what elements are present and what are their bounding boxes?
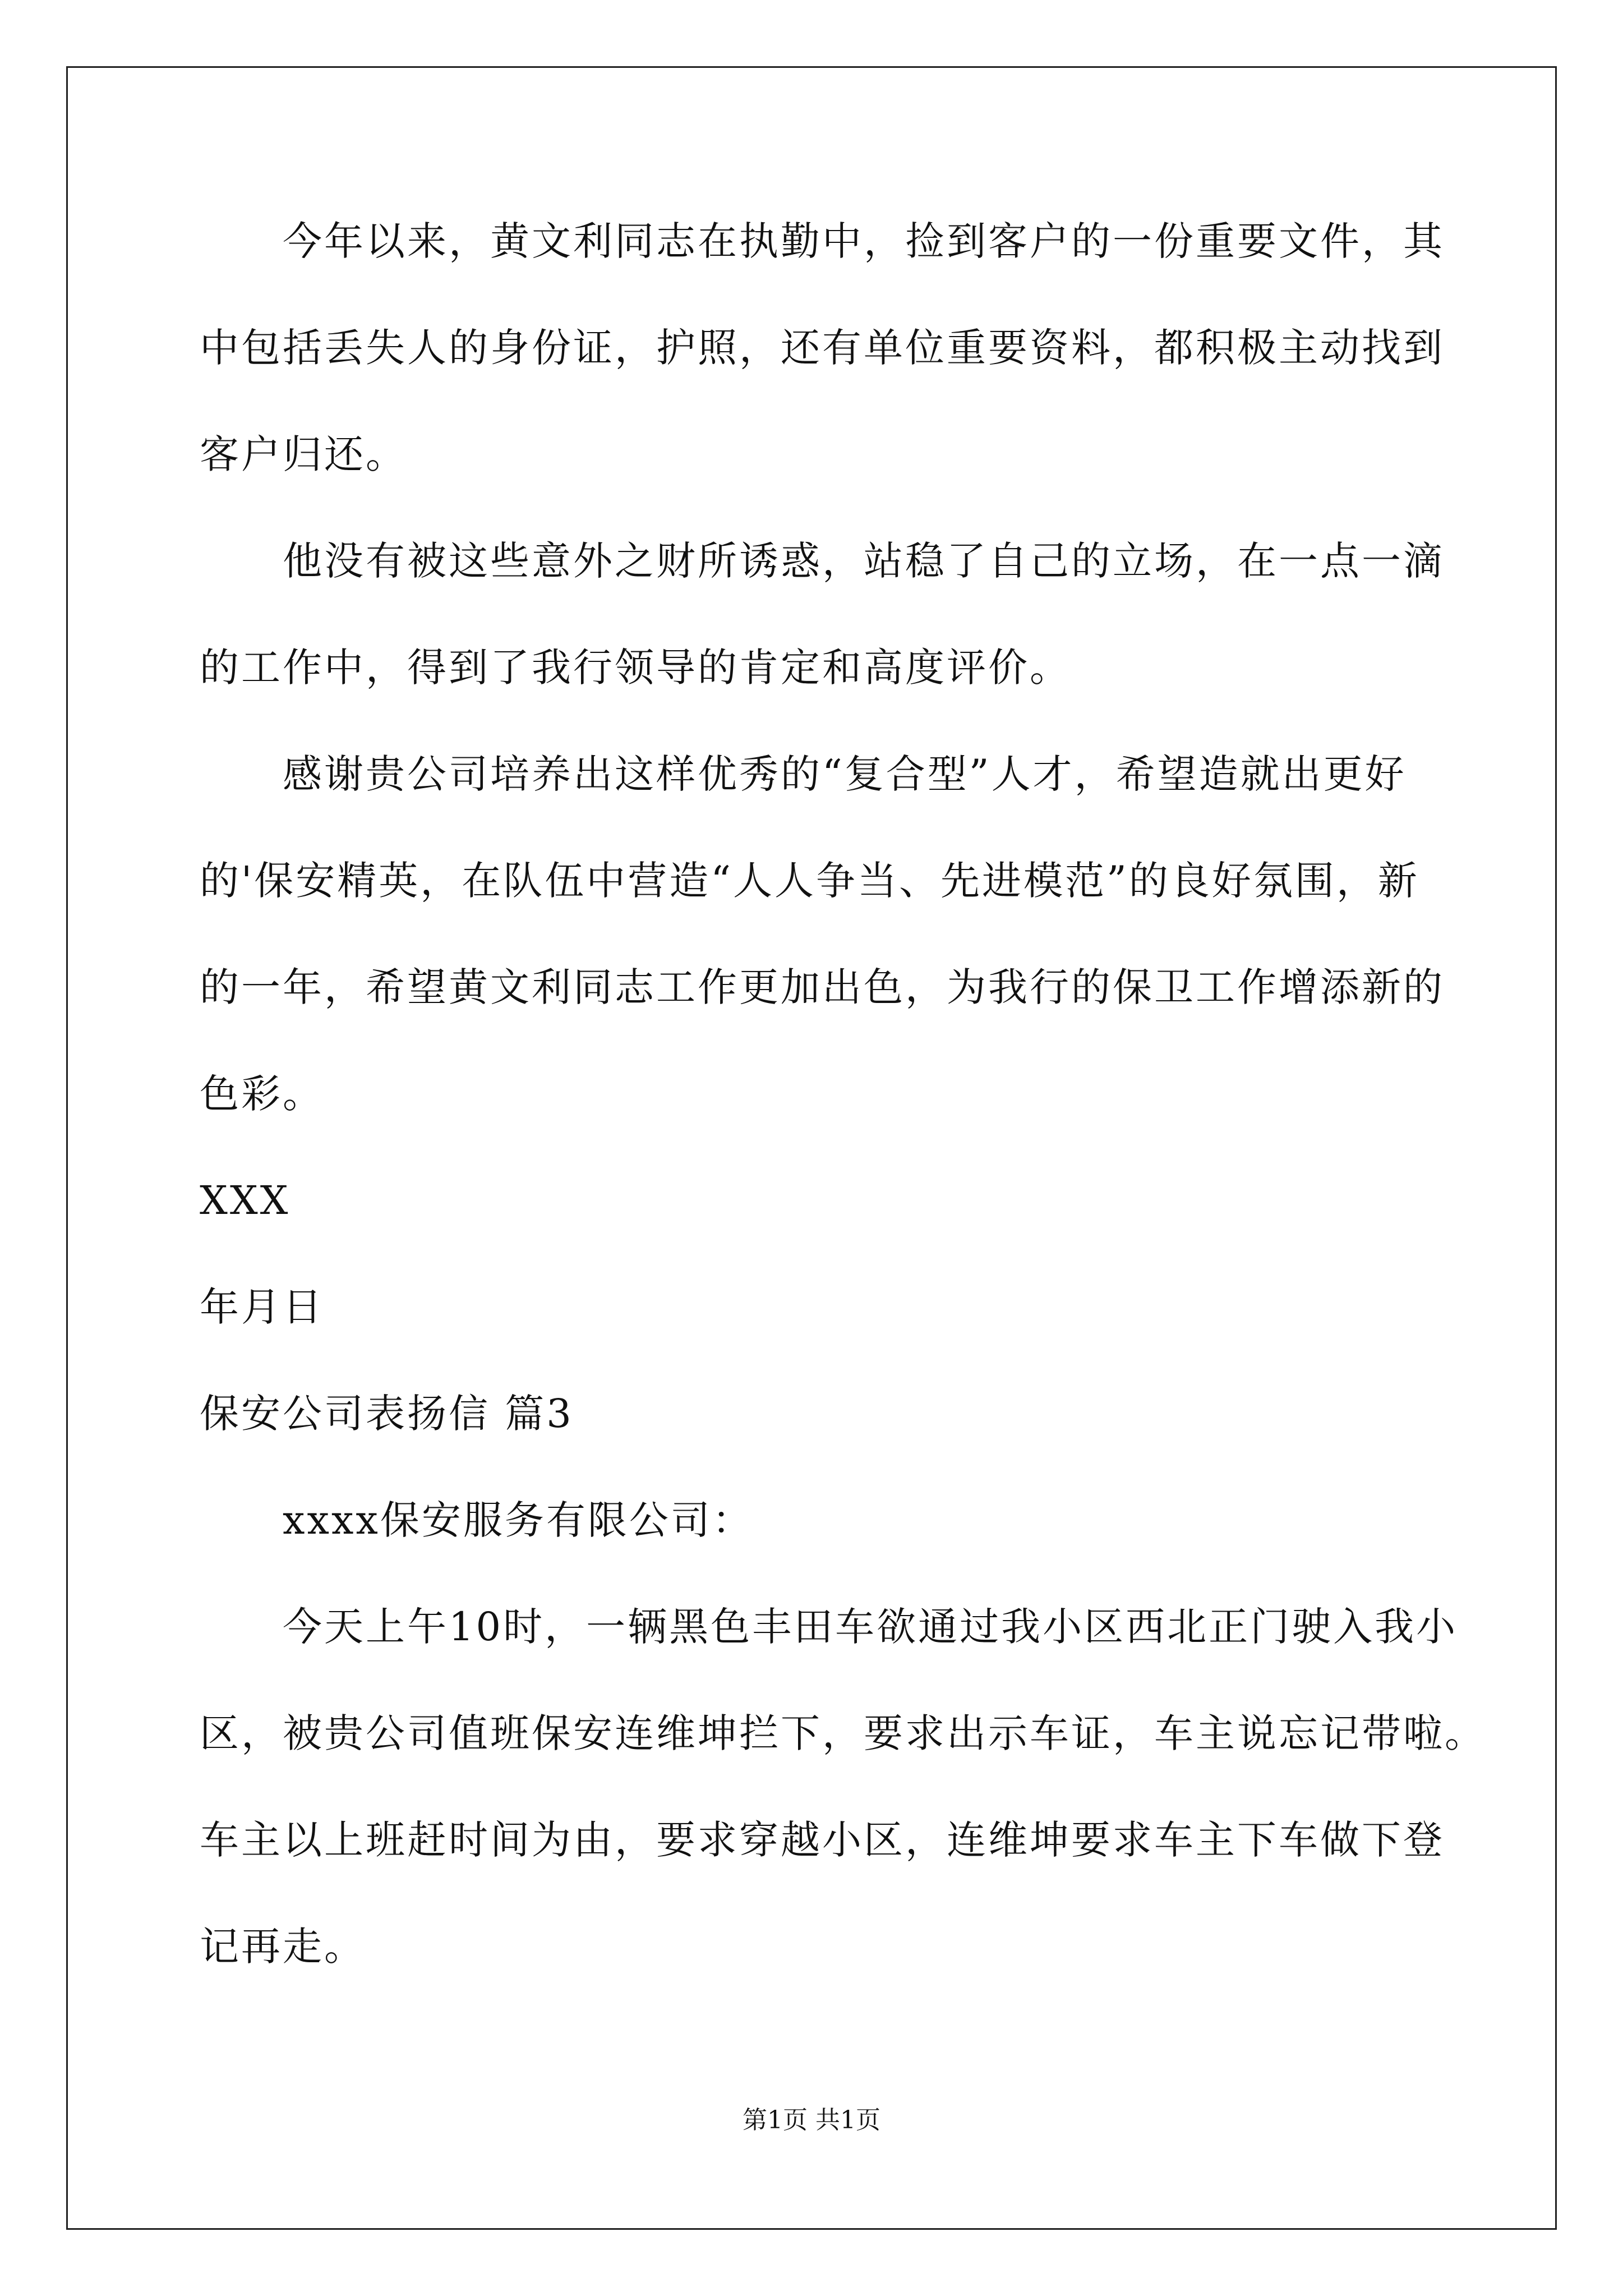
salutation: xxxx保安服务有限公司： <box>283 1497 754 1543</box>
paragraph-line: 客户归还。 <box>200 431 407 477</box>
page-border <box>66 66 1557 2230</box>
paragraph-line: 的一年，希望黄文利同志工作更加出色，为我行的保卫工作增添新的 <box>200 964 1445 1010</box>
paragraph-line: 今天上午10时，一辆黑色丰田车欲通过我小区西北正门驶入我小 <box>283 1604 1458 1650</box>
paragraph-line: 区，被贵公司值班保安连维坤拦下，要求出示车证，车主说忘记带啦。 <box>200 1710 1486 1756</box>
paragraph-line: 的工作中，得到了我行领导的肯定和高度评价。 <box>200 645 1071 691</box>
page-footer: 第1页 共1页 <box>743 2106 880 2134</box>
signature: XXX <box>200 1177 291 1223</box>
paragraph-line: 今年以来，黄文利同志在执勤中，捡到客户的一份重要文件，其 <box>283 218 1445 264</box>
section-heading: 保安公司表扬信 篇3 <box>200 1391 574 1437</box>
paragraph-line: 记再走。 <box>200 1924 366 1970</box>
paragraph-line: 车主以上班赶时间为由，要求穿越小区，连维坤要求车主下车做下登 <box>200 1817 1445 1863</box>
paragraph-line: 的'保安精英，在队伍中营造“人人争当、先进模范”的良好氛围，新 <box>200 858 1419 904</box>
date-line: 年月日 <box>200 1284 324 1330</box>
paragraph-line: 感谢贵公司培养出这样优秀的“复合型”人才，希望造就出更好 <box>283 751 1407 797</box>
paragraph-line: 色彩。 <box>200 1071 324 1117</box>
paragraph-line: 中包括丢失人的身份证，护照，还有单位重要资料，都积极主动找到 <box>200 325 1445 371</box>
paragraph-line: 他没有被这些意外之财所诱惑，站稳了自己的立场，在一点一滴 <box>283 538 1445 584</box>
